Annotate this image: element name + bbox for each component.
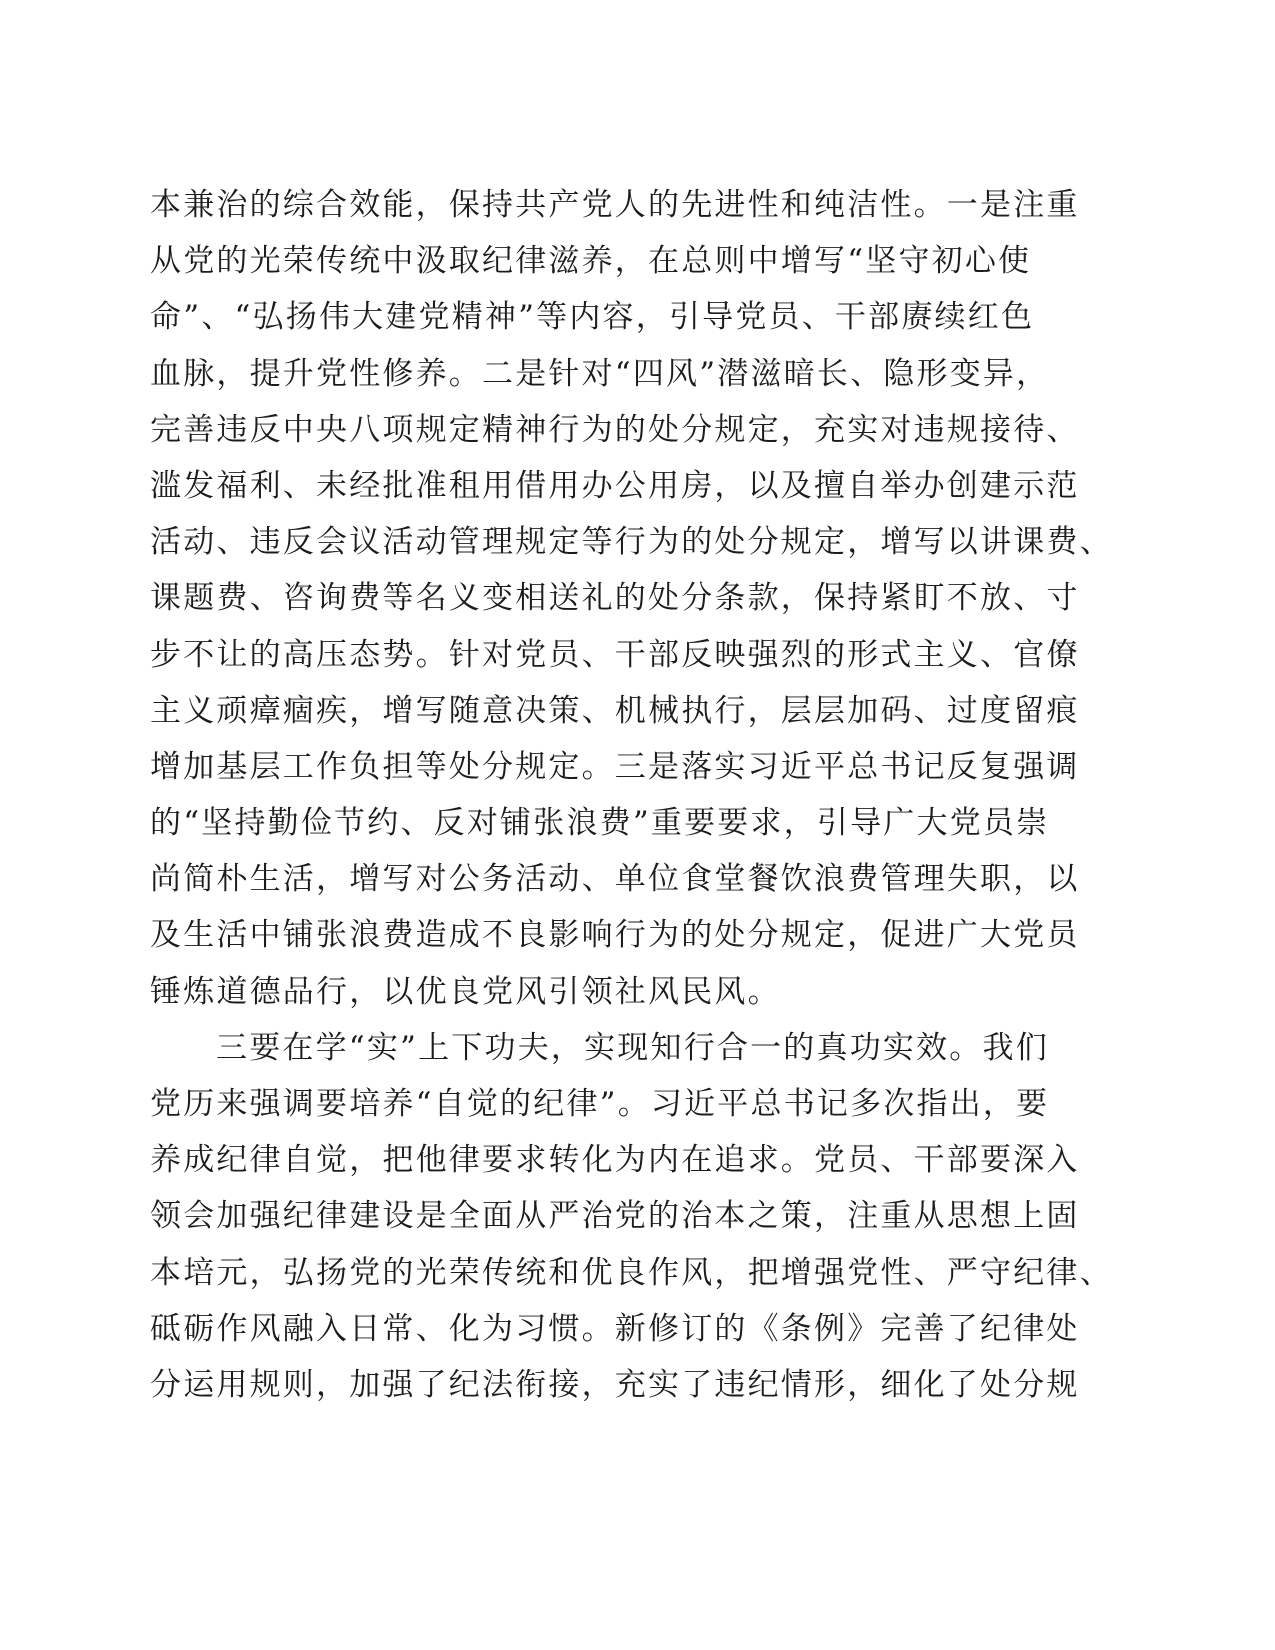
- text-line: 领会加强纪律建设是全面从严治党的治本之策，注重从思想上固: [150, 1198, 1080, 1235]
- text-line: 锤炼道德品行，以优良党风引领社风民风。: [150, 973, 781, 1010]
- text-line: 及生活中铺张浪费造成不良影响行为的处分规定，促进广大党员: [150, 917, 1080, 954]
- text-line: 本兼治的综合效能，保持共产党人的先进性和纯洁性。一是注重: [150, 187, 1080, 223]
- text-line: 党历来强调要培养“自觉的纪律”。习近平总书记多次指出，要: [150, 1086, 1050, 1122]
- text-line: 滥发福利、未经批准租用借用办公用房，以及擅自举办创建示范: [150, 467, 1080, 504]
- text-line: 完善违反中央八项规定精神行为的处分规定，充实对违规接待、: [150, 411, 1080, 448]
- text-line: 分运用规则，加强了纪法衔接，充实了违纪情形，细化了处分规: [150, 1366, 1080, 1403]
- text-line: 步不让的高压态势。针对党员、干部反映强烈的形式主义、官僚: [150, 636, 1080, 673]
- paragraph-first-line: 三要在学“实”上下功夫，实现知行合一的真功实效。我们: [216, 1029, 1049, 1066]
- text-line: 活动、违反会议活动管理规定等行为的处分规定，增写以讲课费、: [150, 524, 1113, 561]
- text-line: 增加基层工作负担等处分规定。三是落实习近平总书记反复强调: [150, 748, 1080, 785]
- text-line: 砥砺作风融入日常、化为习惯。新修订的《条例》完善了纪律处: [150, 1310, 1080, 1347]
- text-line: 主义顽瘴痼疾，增写随意决策、机械执行，层层加码、过度留痕: [150, 692, 1080, 729]
- text-line: 从党的光荣传统中汲取纪律滋养，在总则中增写“坚守初心使: [150, 243, 1032, 280]
- text-line: 命”、“弘扬伟大建党精神”等内容，引导党员、干部赓续红色: [150, 299, 1035, 336]
- text-line: 尚简朴生活，增写对公务活动、单位食堂餐饮浪费管理失职，以: [150, 861, 1080, 898]
- text-line: 本培元，弘扬党的光荣传统和优良作风，把增强党性、严守纪律、: [150, 1254, 1113, 1291]
- text-line: 血脉，提升党性修养。二是针对“四风”潜滋暗长、隐形变异，: [150, 355, 1050, 392]
- text-line: 课题费、咨询费等名义变相送礼的处分条款，保持紧盯不放、寸: [150, 580, 1080, 617]
- text-line: 养成纪律自觉，把他律要求转化为内在追求。党员、干部要深入: [150, 1142, 1080, 1179]
- text-line: 的“坚持勤俭节约、反对铺张浪费”重要要求，引导广大党员崇: [150, 805, 1050, 842]
- body-text: [150, 177, 1113, 1413]
